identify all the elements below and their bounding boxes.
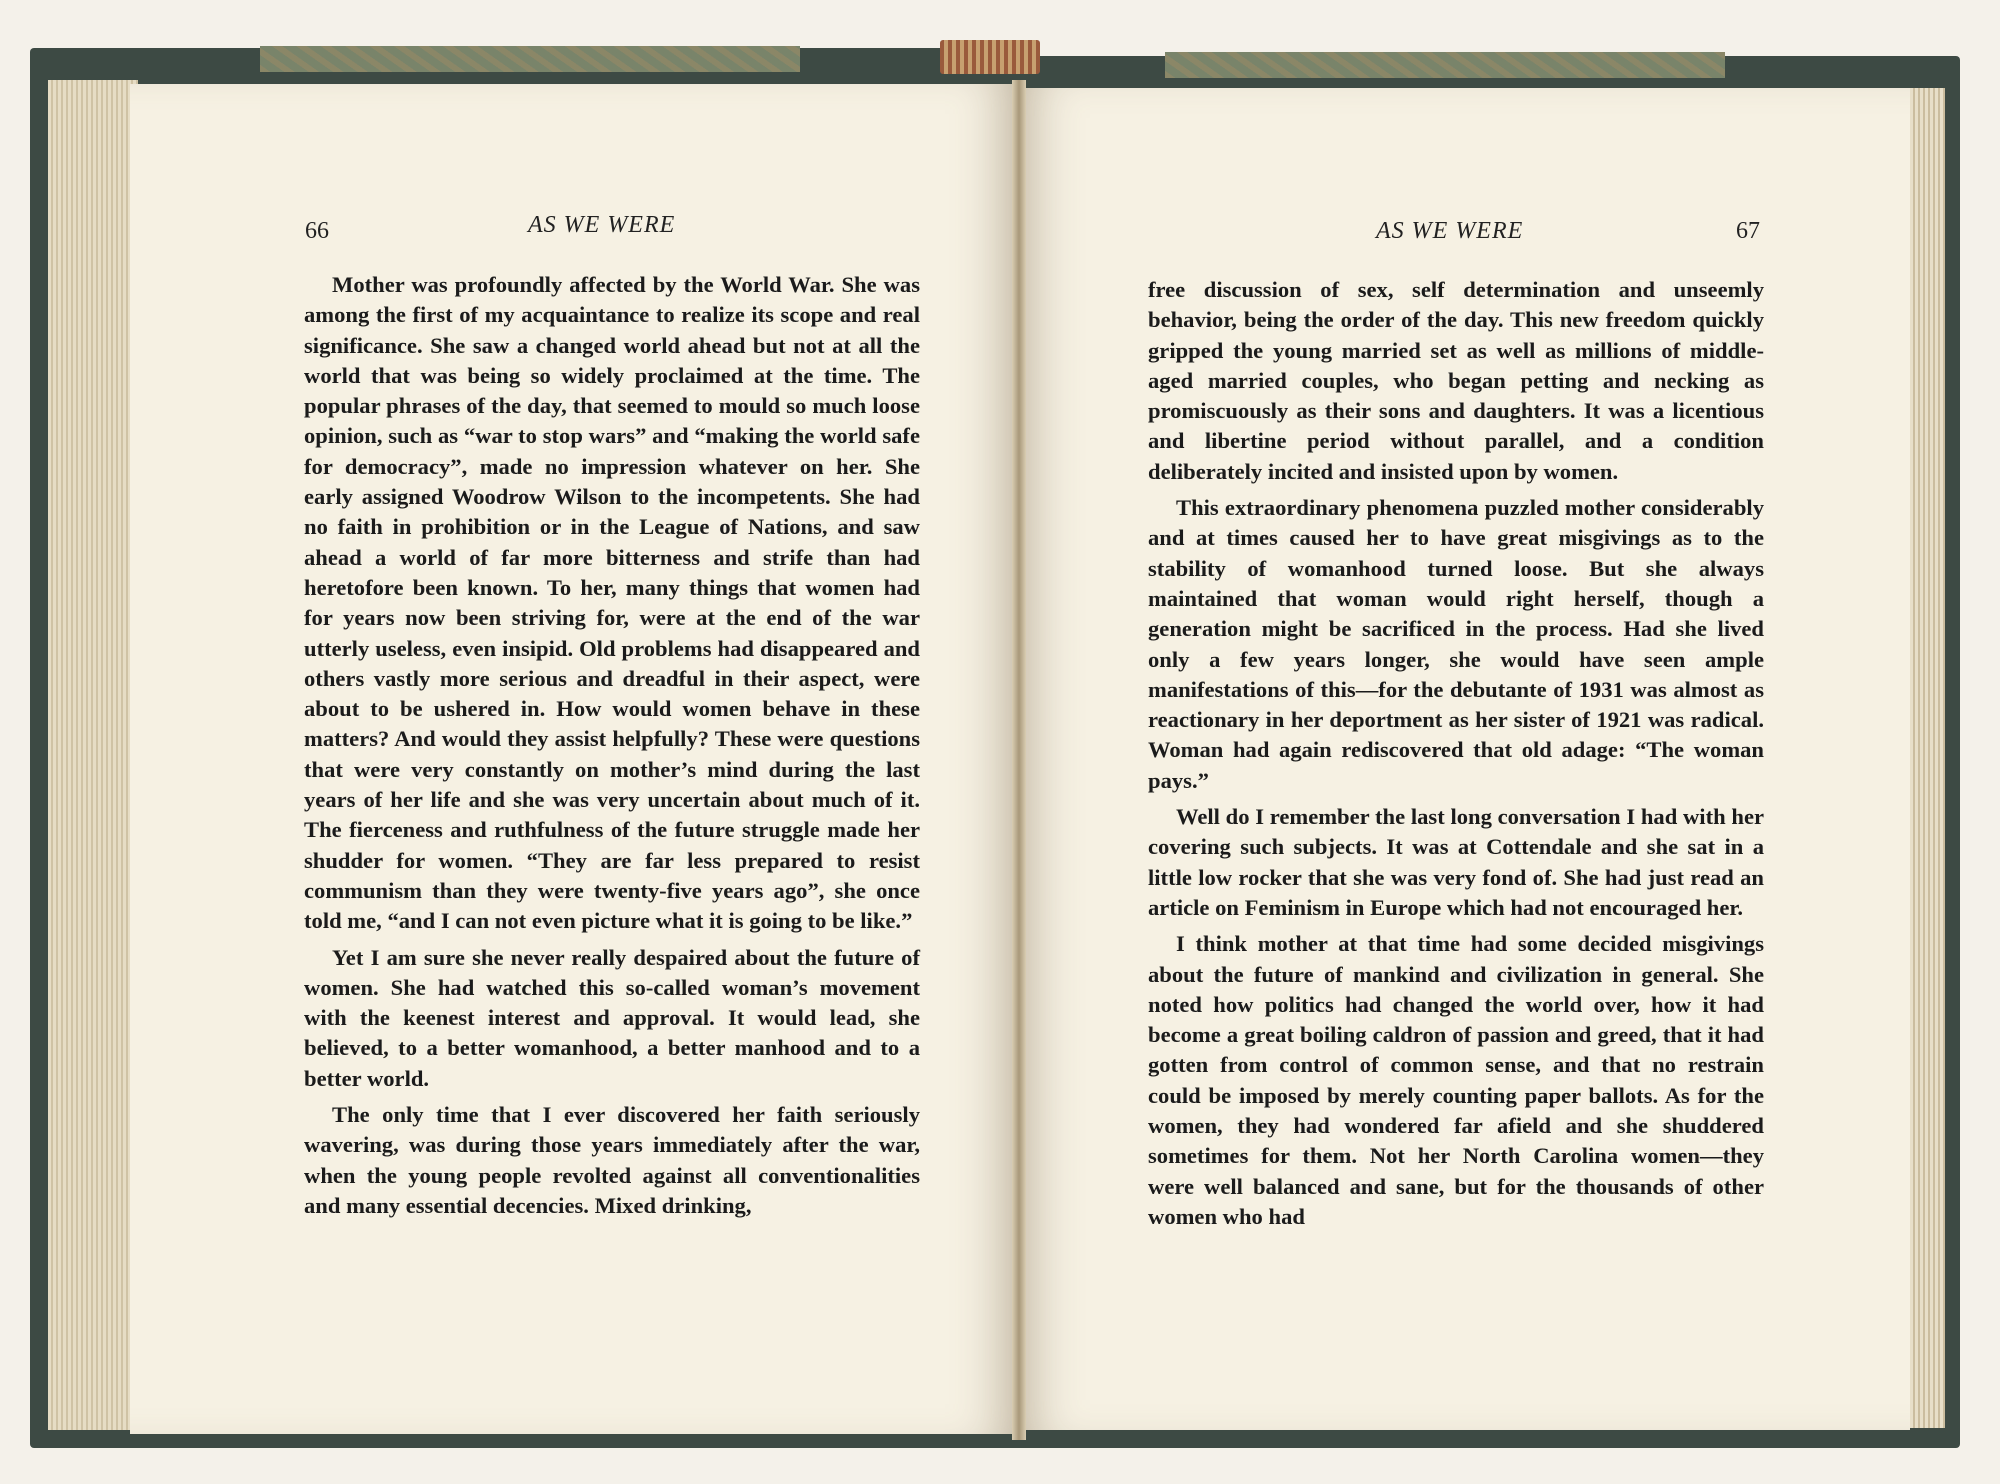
marbled-endpaper-left	[260, 46, 800, 72]
paragraph: I think mother at that time had some decided misgivings about the future of mankind and civilization in general. She noted how politics had changed the world over, how it had become a great boiling caldron of passion and greed, that it had gotten from control of common sense, and that no restrain could be imposed by merely counting paper ballots. As for the women, they had wondered far afield and she shuddered sometimes for them. Not her North Carolina women—they were well balanced and sane, but for the thousands of other women who had	[1148, 931, 1764, 1229]
paragraph: This extraordinary phenomena puzzled mother considerably and at times caused her to have great misgivings as to the stability of womanhood turned loose. But she always maintained that woman would right herself, though a generation might be sacrificed in the process. Had she lived only a few years longer, she would have seen ample manifestations of this—for the debutante of 1931 was almost as reactionary in her deportment as her sister of 1921 was radical. Woman had again rediscovered that old adage: “The woman pays.”	[1148, 495, 1764, 793]
marbled-endpaper-right	[1165, 52, 1725, 78]
paragraph: Yet I am sure she never really despaired about the future of women. She had watched this so-called woman’s movement with the keenest interest and approval. It would lead, she believed, to a better womanhood, a better manhood and to a better world.	[304, 944, 920, 1091]
headband	[940, 40, 1040, 74]
paragraph: Mother was profoundly affected by the World War. She was among the first of my acquaintance to realize its scope and real significance. She saw a changed world ahead but not at all the world that was being so widely proclaimed at the time. The popular phrases of the day, that seemed to mould so much loose opinion, such as “war to stop wars” and “making the world safe for democracy”, made no impression whatever on her. She early assigned Woodrow Wilson to the incompetents. She had no faith in prohibition or in the League of Nations, and saw ahead a world of far more bitterness and strife than had heretofore been known. To her, many things that women had for years now been striving for, were at the end of the war utterly useless, even insipid. Old problems had disappeared and others vastly more serious and dreadful in their aspect, were about to be ushered in. How would women behave in these matters? And would they assist helpfully? These were questions that were very constantly on mother’s mind during the last years of her life and she was very uncertain about much of it. The fierceness and ruthfulness of the future struggle made her shudder for women. “They are far less prepared to resist communism than they were twenty-five years ago”, she once told me, “and I can not even picture what it is going to be like.”	[304, 272, 920, 934]
left-running-title: AS WE WERE	[528, 212, 676, 238]
left-page-number: 66	[305, 218, 329, 244]
paragraph-continuation: free discussion of sex, self determination and unseemly behavior, being the order of the day. This new freedom quickly gripped the young married set as well as millions of middle-aged married couples, who began petting and necking as promiscuously as their sons and daughters. It was a licentious and libertine period without parallel, and a condition deliberately incited and insisted upon by women.	[1148, 277, 1764, 484]
paragraph: The only time that I ever discovered her faith seriously wavering, was during those years immediately after the war, when the young people revolted against all conventionalities and many essential decencies. Mixed drinking,	[304, 1102, 920, 1218]
left-page-body	[304, 270, 920, 1227]
paragraph: Well do I remember the last long conversation I had with her covering such subjects. It was at Cottendale and she sat in a little low rocker that she was very fond of. She had just read an article on Feminism in Europe which had not encouraged her.	[1148, 804, 1764, 920]
right-page-number: 67	[1736, 218, 1760, 244]
book-gutter	[1012, 80, 1026, 1440]
page-edges-right	[1905, 88, 1945, 1428]
right-running-title: AS WE WERE	[1376, 218, 1524, 244]
page-edges-left	[48, 80, 138, 1430]
right-page-body	[1148, 275, 1764, 1238]
